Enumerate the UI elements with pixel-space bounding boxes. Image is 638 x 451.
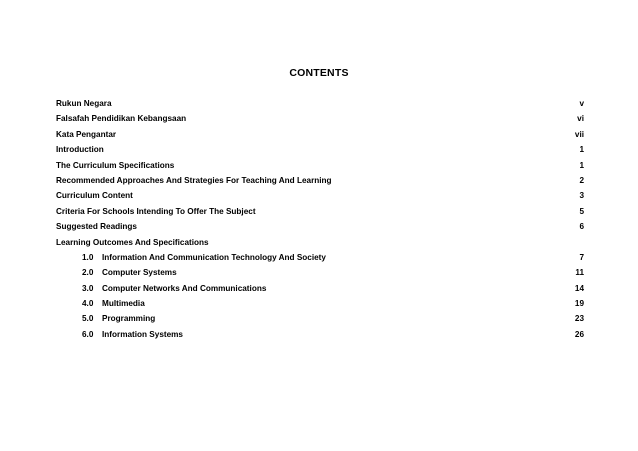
toc-subentry-number: 5.0 [82, 314, 94, 324]
toc-entry-label: Rukun Negara [56, 99, 112, 108]
toc-entry-page: v [579, 99, 584, 108]
toc-entry-label: Criteria For Schools Intending To Offer The Subject [56, 206, 256, 216]
toc-subentry-label: Computer Systems [102, 268, 177, 278]
toc-entry-label: Kata Pengantar [56, 129, 117, 139]
toc-entry-label: Introduction [56, 145, 104, 155]
toc-entry-label: Suggested Readings [56, 222, 137, 232]
toc-entry-kata-pengantar [56, 127, 584, 142]
toc-entry-label: Recommended Approaches And Strategies For Teaching And Learning [56, 175, 332, 185]
toc-entry-learning-outcomes [56, 235, 584, 250]
toc-entry-recommended-approaches [56, 173, 584, 188]
toc-subentry-multimedia [56, 296, 584, 311]
toc-entry-criteria-for-schools [56, 204, 584, 219]
toc-entry-introduction [56, 142, 584, 157]
toc-subentry-label: Information And Communication Technology And Society [102, 252, 326, 262]
toc-subentry-page: 11 [575, 268, 584, 278]
toc-subentry-ict-and-society [56, 250, 584, 265]
toc-subentry-label: Computer Networks And Communications [102, 283, 267, 293]
toc-entry-label: Falsafah Pendidikan Kebangsaan [56, 114, 187, 124]
toc-entry-page: 6 [579, 222, 584, 232]
toc-subentry-computer-networks [56, 281, 584, 296]
toc-subentry-label: Programming [102, 314, 156, 324]
toc-subentry-number: 4.0 [82, 299, 94, 309]
toc-entry-page: 1 [579, 160, 584, 170]
toc-entry-curriculum-content [56, 188, 584, 203]
toc-subentry-label: Multimedia [102, 299, 145, 309]
toc-entry-rukun-negara [56, 96, 584, 111]
toc-entry-suggested-readings [56, 219, 584, 234]
toc-subentry-page: 7 [579, 252, 584, 262]
toc-entry-label: The Curriculum Specifications [56, 160, 175, 170]
toc-subentry-page: 26 [574, 329, 584, 339]
toc-entry-falsafah [56, 111, 584, 126]
toc-entry-page: 2 [579, 175, 584, 185]
toc-entry-page: 5 [579, 206, 584, 216]
table-of-contents [56, 96, 584, 342]
toc-subentry-page: 19 [574, 299, 584, 309]
toc-entry-page: 3 [579, 191, 584, 201]
toc-subentry-number: 1.0 [82, 252, 94, 262]
toc-entry-page: 1 [579, 145, 584, 155]
toc-entry-label: Learning Outcomes And Specifications [56, 237, 209, 247]
toc-subentry-page: 23 [574, 314, 584, 324]
toc-subentry-number: 6.0 [82, 329, 94, 339]
toc-subentry-number: 2.0 [82, 268, 94, 278]
toc-subentry-number: 3.0 [82, 283, 94, 293]
toc-entry-page: vi [577, 114, 584, 124]
toc-entry-curriculum-specifications [56, 158, 584, 173]
toc-subentry-page: 14 [574, 283, 584, 293]
toc-entry-page: vii [574, 129, 584, 139]
toc-subentry-computer-systems [56, 265, 584, 280]
contents-heading: CONTENTS [289, 67, 349, 79]
toc-subentry-information-systems [56, 327, 584, 342]
toc-entry-label: Curriculum Content [56, 191, 133, 201]
toc-subentry-programming [56, 311, 584, 326]
toc-subentry-label: Information Systems [102, 329, 183, 339]
